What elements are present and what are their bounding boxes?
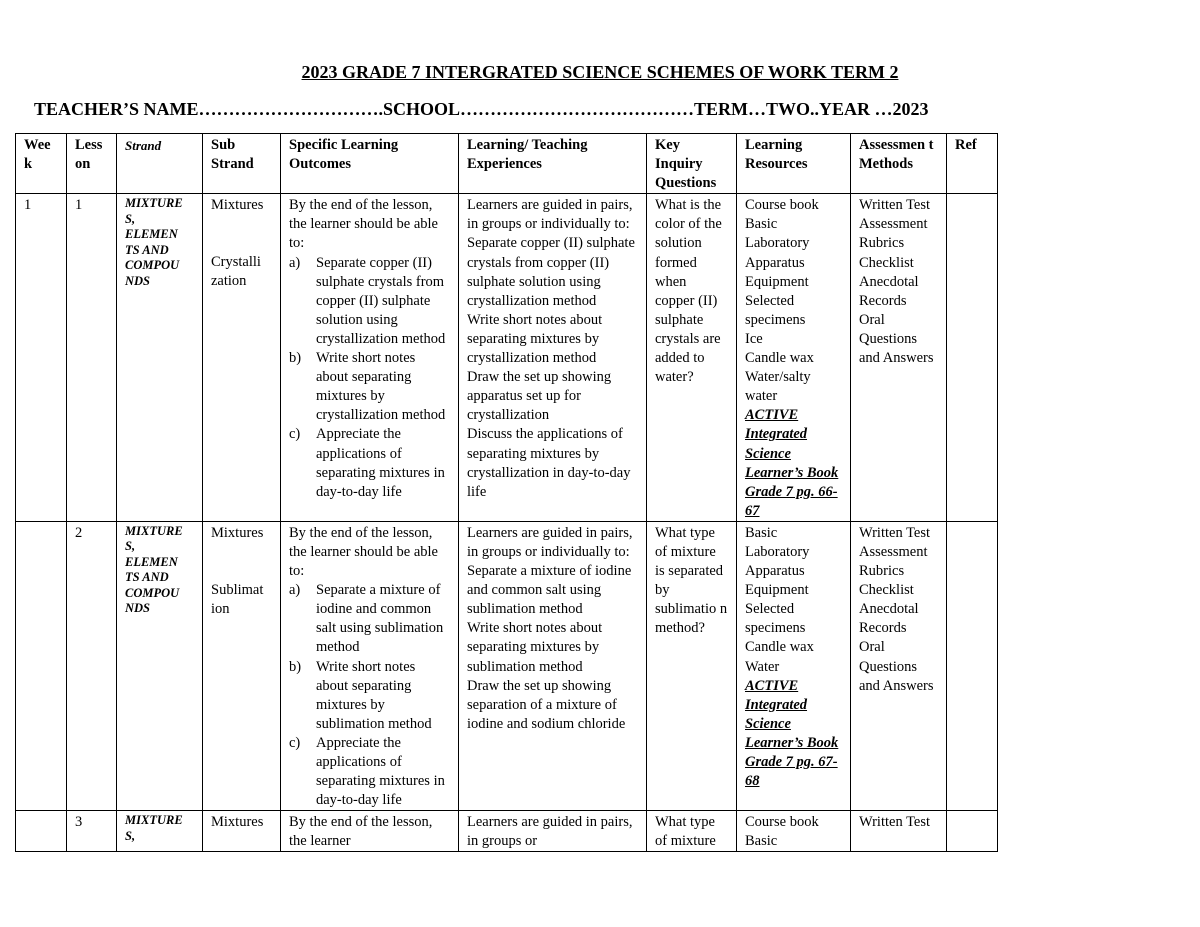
header-resources: Learning Resources [737, 134, 851, 194]
sub-strand-cell [203, 521, 281, 810]
sub-strand-main: Mixtures [211, 197, 264, 214]
outcome-item: b) Write short notes about separating mixtures by sublimation method [289, 658, 432, 732]
assessment-cell [851, 194, 947, 522]
resource-item: Course book [745, 197, 819, 214]
strand-line: ELEMEN [125, 554, 178, 569]
outcomes-cell [281, 521, 459, 810]
resource-item: Candle wax [745, 639, 814, 656]
experience-item: Separate copper (II) sulphate crystals from copper (II) sulphate solution using crystallization method [467, 235, 635, 309]
resource-item: Selected specimens [745, 601, 806, 637]
experience-item: Learners are guided in pairs, in groups or individually to: [467, 197, 633, 233]
table-header-row [16, 134, 998, 194]
inquiry-cell: What type of mixture [647, 811, 737, 852]
assessment-item: Checklist [859, 582, 914, 599]
strand-line: S, [125, 211, 136, 226]
experience-item: Write short notes about separating mixtures by sublimation method [467, 620, 603, 675]
sub-strand-main: Mixtures [211, 814, 264, 831]
outcome-item: c) Appreciate the applications of separating mixtures in day-to-day life [289, 426, 445, 500]
experience-item: Write short notes about separating mixtures by crystallization method [467, 311, 603, 367]
header-inquiry: Key Inquiry Questions [647, 134, 737, 194]
sub-strand-cell [203, 811, 281, 852]
ref-cell [947, 811, 998, 852]
assessment-item: Checklist [859, 254, 914, 271]
strand-line: ELEMEN [125, 227, 178, 242]
strand-cell [117, 194, 203, 522]
outcomes-intro: By the end of the lesson, the learner should be able to: [289, 524, 438, 580]
strand-line: MIXTURE [125, 813, 183, 828]
outcomes-cell [281, 194, 459, 522]
ref-cell [947, 194, 998, 522]
strand-line: MIXTURE [125, 196, 183, 211]
experience-item: Separate a mixture of iodine and common salt using sublimation method [467, 563, 632, 618]
resource-item: Basic Laboratory Apparatus Equipment [745, 524, 810, 599]
resources-cell [737, 521, 851, 810]
strand-line: TS AND [125, 242, 169, 257]
outcome-item: c) Appreciate the applications of separating mixtures in day-to-day life [289, 734, 445, 809]
sub-strand-main: Mixtures [211, 524, 264, 541]
assessment-item: Assessment Rubrics [859, 216, 928, 252]
scheme-of-work-table [15, 133, 998, 852]
week-cell: 1 [16, 194, 67, 522]
experience-item: Learners are guided in pairs, in groups or individually to: [467, 524, 633, 560]
header-strand: Strand [117, 134, 203, 194]
week-cell [16, 811, 67, 852]
assessment-item: Anecdotal Records [859, 273, 919, 309]
lesson-cell: 3 [67, 811, 117, 852]
strand-line: NDS [125, 273, 151, 288]
resource-item: Basic [745, 833, 778, 850]
inquiry-cell: What type of mixture is separated by sublimatio n method? [647, 521, 737, 810]
assessment-cell [851, 811, 947, 852]
strand-line: MIXTURE [125, 523, 183, 538]
header-lesson: Less on [67, 134, 117, 194]
experience-item: Draw the set up showing separation of a mixture of iodine and sodium chloride [467, 677, 626, 732]
experiences-cell [459, 811, 647, 852]
header-ref: Ref [947, 134, 998, 194]
assessment-item: Assessment Rubrics [859, 543, 928, 580]
experiences-cell [459, 194, 647, 522]
strand-line: NDS [125, 601, 151, 616]
table-row [16, 811, 998, 852]
outcomes-list [289, 254, 450, 502]
resources-cell [737, 811, 851, 852]
textbook-reference: ACTIVE Integrated Science Learner’s Book Grade 7 pg. 66-67 [745, 407, 839, 519]
experience-item: Draw the set up showing apparatus set up for crystallization [467, 369, 612, 424]
resource-item: Candle wax [745, 350, 814, 367]
lesson-cell: 2 [67, 521, 117, 810]
sub-strand-topic: Sublimat ion [211, 581, 264, 618]
sub-strand-cell [203, 194, 281, 522]
assessment-item: Oral Questions and Answers [859, 311, 934, 367]
strand-line: COMPOU [125, 258, 180, 273]
assessment-item: Written Test [859, 814, 931, 831]
experiences-cell [459, 521, 647, 810]
table-row [16, 521, 998, 810]
resource-item: Water/salty water [745, 369, 811, 405]
resource-item: Basic Laboratory Apparatus Equipment [745, 216, 810, 290]
header-assessment: Assessmen t Methods [851, 134, 947, 194]
teacher-details-line: TEACHER’S NAME………………………….SCHOOL…………………………………TERM…TWO..YEAR …2023 [34, 99, 929, 119]
inquiry-cell: What is the color of the solution formed when copper (II) sulphate crystals are added to water? [647, 194, 737, 522]
header-sub-strand: Sub Strand [203, 134, 281, 194]
strand-line: S, [125, 539, 136, 554]
header-outcomes: Specific Learning Outcomes [281, 134, 459, 194]
table-row [16, 194, 998, 522]
header-week: Wee k [16, 134, 67, 194]
document-title: 2023 GRADE 7 INTERGRATED SCIENCE SCHEMES OF WORK TERM 2 [301, 62, 899, 82]
resource-item: Water [745, 658, 780, 675]
header-experiences: Learning/ Teaching Experiences [459, 134, 647, 194]
outcome-item: a) Separate a mixture of iodine and common salt using sublimation method [289, 582, 444, 656]
experience-item: Discuss the applications of separating mixtures by crystallization in day-to-day life [467, 426, 631, 500]
experience-item: Learners are guided in pairs, in groups or [467, 814, 633, 850]
outcomes-list [289, 581, 450, 810]
outcomes-intro: By the end of the lesson, the learner should be able to: [289, 197, 438, 252]
assessment-item: Written Test [859, 197, 931, 214]
resource-item: Selected specimens [745, 292, 806, 328]
sub-strand-topic: Crystalli zation [211, 254, 261, 290]
outcome-item: a) Separate copper (II) sulphate crystals from copper (II) sulphate solution using crystallization method [289, 254, 446, 347]
assessment-item: Oral Questions and Answers [859, 639, 934, 694]
resource-item: Ice [745, 330, 763, 347]
strand-line: COMPOU [125, 585, 180, 600]
lesson-cell: 1 [67, 194, 117, 522]
assessment-item: Written Test [859, 524, 931, 541]
ref-cell [947, 521, 998, 810]
outcomes-cell: By the end of the lesson, the learner [281, 811, 459, 852]
strand-line: TS AND [125, 570, 169, 585]
resources-cell [737, 194, 851, 522]
assessment-cell [851, 521, 947, 810]
week-cell [16, 521, 67, 810]
assessment-item: Anecdotal Records [859, 601, 919, 637]
outcome-item: b) Write short notes about separating mixtures by crystallization method [289, 350, 446, 424]
strand-cell [117, 521, 203, 810]
strand-line: S, [125, 828, 136, 843]
strand-cell [117, 811, 203, 852]
textbook-reference: ACTIVE Integrated Science Learner’s Book Grade 7 pg. 67-68 [745, 677, 839, 790]
resource-item: Course book [745, 814, 819, 831]
